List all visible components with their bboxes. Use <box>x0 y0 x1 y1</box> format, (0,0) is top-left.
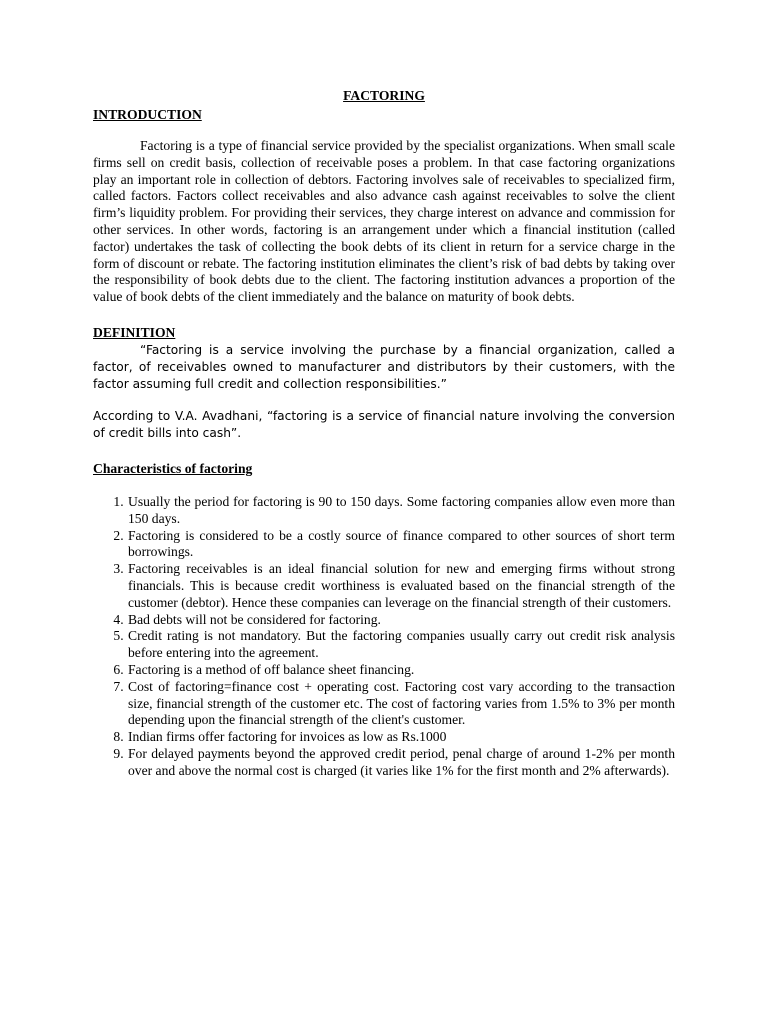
introduction-paragraph: Factoring is a type of financial service provided by the specialist organizations. When small scale firms sell on credit basis, collection of receivable poses a problem. In that case factoring organizations play an important role in collection of debtors. Factoring involves sale of receivables to specialized firm, called factors. Factors collect receivables and also advance cash against receivables to solve the client firm’s liquidity problem. For providing their services, they charge interest on advance and commission for other services. In other words, factoring is an arrangement under which a financial institution (called factor) undertakes the task of collecting the book debts of its client in return for a service charge in the form of discount or rebate. The factoring institution eliminates the client’s risk of bad debts by taking over the responsibility of book debts due to the client. The factoring institution advances a proportion of the value of book debts of the client immediately and the balance on maturity of book debts. <box>93 138 675 305</box>
list-item: 5. Credit rating is not mandatory. But the factoring companies usually carry out credit risk analysis before entering into the agreement. <box>127 628 675 662</box>
list-item: 7. Cost of factoring=finance cost + operating cost. Factoring cost vary according to the transaction size, financial strength of the customer etc. The cost of factoring varies from 1.5% to 3% per month depending upon the financial strength of the client's customer. <box>127 679 675 729</box>
definition-quote: “Factoring is a service involving the purchase by a financial organization, called a factor, of receivables owned to manufacturer and distributors by their customers, with the factor assuming full credit and collection responsibilities.” <box>93 342 675 391</box>
definition-heading: DEFINITION <box>93 324 176 340</box>
list-item: 9. For delayed payments beyond the approved credit period, penal charge of around 1-2% per month over and above the normal cost is charged (it varies like 1% for the first month and 2% afterwards). <box>127 746 675 780</box>
list-item: 8. Indian firms offer factoring for invoices as low as Rs.1000 <box>127 729 675 746</box>
document-page <box>93 86 675 780</box>
characteristics-heading: Characteristics of factoring <box>93 460 253 476</box>
introduction-heading: INTRODUCTION <box>93 107 202 122</box>
list-item: 1. Usually the period for factoring is 90 to 150 days. Some factoring companies allow even more than 150 days. <box>127 494 675 528</box>
list-item: 3. Factoring receivables is an ideal financial solution for new and emerging firms without strong financials. This is because credit worthiness is evaluated based on the financial strength of the customer (debtor). Hence these companies can leverage on the financial strength of their customers. <box>127 561 675 611</box>
characteristics-list <box>93 494 675 780</box>
avadhani-definition: According to V.A. Avadhani, “factoring is a service of financial nature involving the conversion of credit bills into cash”. <box>93 409 675 441</box>
list-item: 4. Bad debts will not be considered for factoring. <box>127 612 675 629</box>
list-item: 6. Factoring is a method of off balance sheet financing. <box>127 662 675 679</box>
list-item: 2. Factoring is considered to be a costly source of finance compared to other sources of short term borrowings. <box>127 528 675 562</box>
document-title: FACTORING <box>343 88 425 103</box>
